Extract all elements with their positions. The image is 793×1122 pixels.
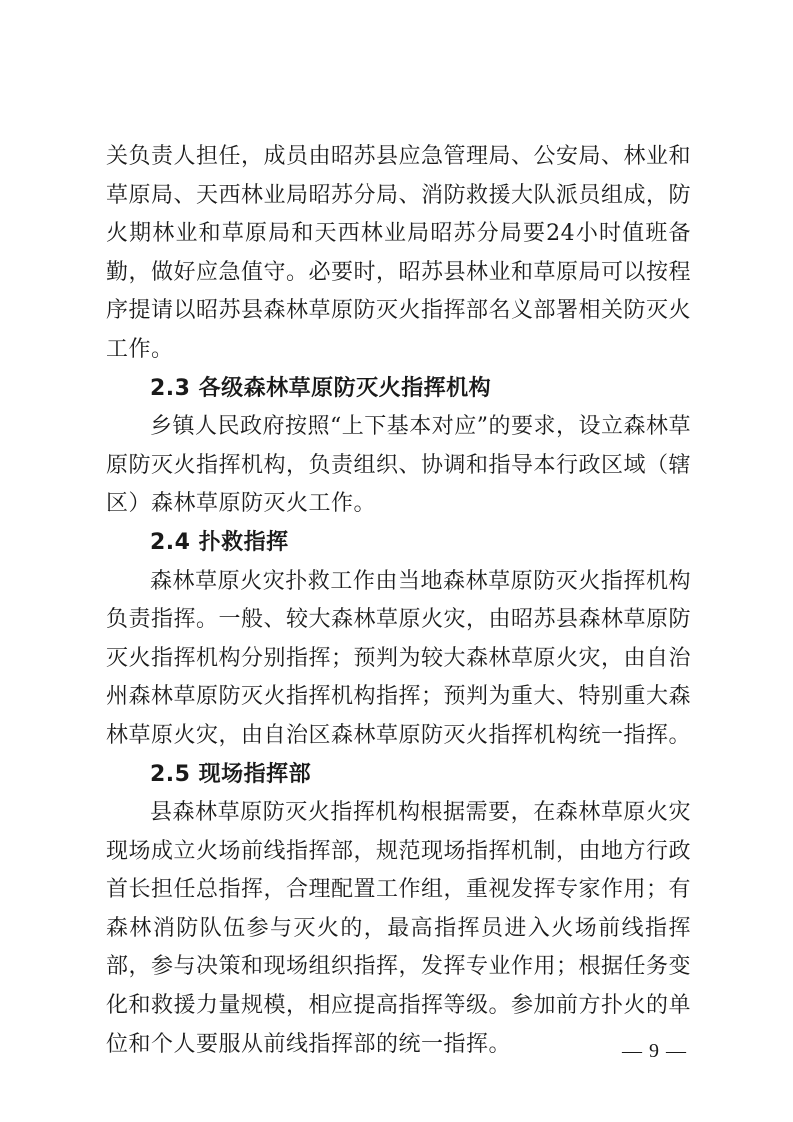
document-body	[106, 138, 691, 1064]
section-heading-2-5: 2.5 现场指挥部	[150, 761, 312, 787]
paragraph-field-command: 县森林草原防灭火指挥机构根据需要，在森林草原火灾现场成立火场前线指挥部，规范现场指挥机制，由地方行政首长担任总指挥，合理配置工作组，重视发挥专家作用；有森林消防队伍参与灭火的，最高指挥员进入火场前线指挥部，参与决策和现场组织指挥，发挥专业作用；根据任务变化和救援力量规模，相应提高指挥等级。参加前方扑火的单位和个人要服从前线指挥部的统一指挥。	[106, 800, 692, 1057]
page-number: — 9 —	[622, 1040, 687, 1062]
section-heading-2-4: 2.4 扑救指挥	[150, 529, 289, 555]
paragraph-continuation: 关负责人担任，成员由昭苏县应急管理局、公安局、林业和草原局、天西林业局昭苏分局、消防救援大队派员组成，防火期林业和草原局和天西林业局昭苏分局要24小时值班备勤，做好应急值守。必要时，昭苏县林业和草原局可以按程序提请以昭苏县森林草原防灭火指挥部名义部署相关防灭火工作。	[106, 144, 692, 362]
paragraph-fire-command: 森林草原火灾扑救工作由当地森林草原防灭火指挥机构负责指挥。一般、较大森林草原火灾，由昭苏县森林草原防灭火指挥机构分别指挥；预判为较大森林草原火灾，由自治州森林草原防灭火指挥机构指挥；预判为重大、特别重大森林草原火灾，由自治区森林草原防灭火指挥机构统一指挥。	[106, 568, 692, 748]
paragraph-township-command: 乡镇人民政府按照“上下基本对应”的要求，设立森林草原防灭火指挥机构，负责组织、协调和指导本行政区域（辖区）森林草原防灭火工作。	[106, 414, 692, 517]
section-heading-2-3: 2.3 各级森林草原防灭火指挥机构	[150, 375, 492, 401]
